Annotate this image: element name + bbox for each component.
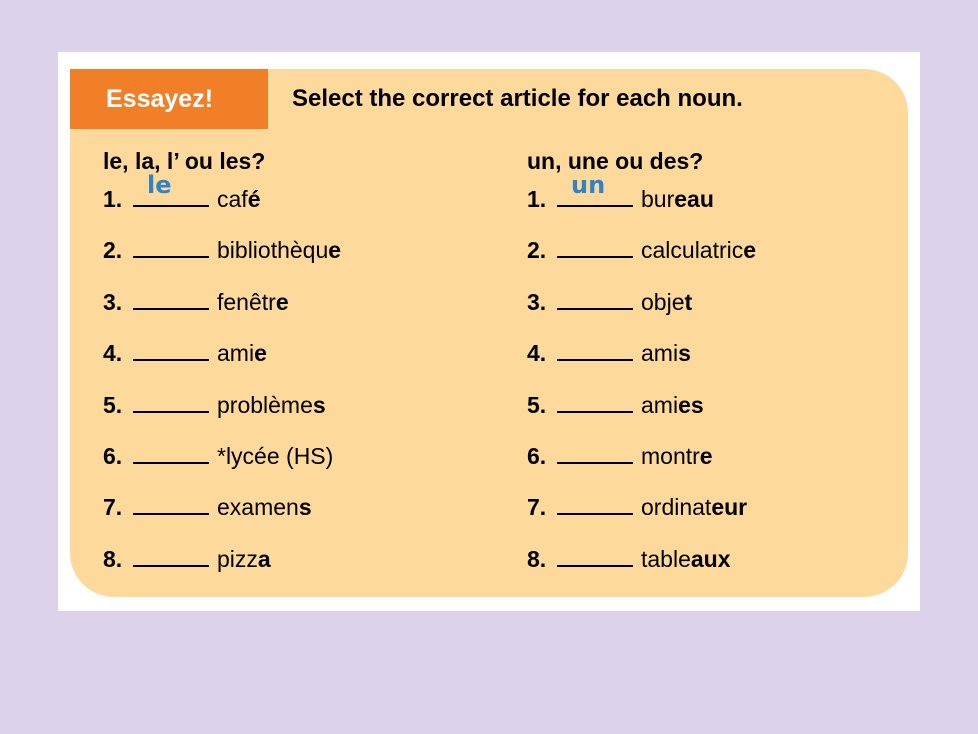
- noun-ending: e: [328, 237, 342, 264]
- noun-stem: fenêtr: [217, 288, 276, 315]
- exercise-item: [103, 282, 341, 333]
- item-number: 5.: [103, 391, 123, 418]
- exercise-item: [527, 333, 756, 384]
- handwritten-answer: un: [571, 171, 606, 199]
- indefinite-item-list: [527, 171, 757, 590]
- instruction-text: Select the correct article for each noun.: [292, 85, 743, 112]
- exercise-item: [103, 171, 341, 230]
- column-heading-indefinite: un, une ou des?: [527, 148, 704, 174]
- answer-blank[interactable]: [133, 442, 209, 464]
- noun: [217, 546, 271, 572]
- exercise-card: [70, 69, 908, 597]
- noun-ending: s: [678, 340, 691, 367]
- column-heading-definite: le, la, l’ ou les?: [103, 148, 266, 174]
- exercise-item: [103, 487, 341, 538]
- slide: [58, 52, 920, 611]
- noun-ending: t: [684, 288, 693, 315]
- noun: [641, 186, 714, 212]
- answer-blank[interactable]: [557, 339, 633, 361]
- item-number: 2.: [103, 237, 123, 264]
- noun-stem: calculatric: [641, 237, 744, 264]
- item-number: 6.: [527, 442, 547, 469]
- item-number: 2.: [527, 237, 547, 264]
- exercise-item: [527, 282, 756, 333]
- exercise-item: [527, 385, 756, 436]
- answer-blank[interactable]: [133, 288, 209, 310]
- noun: [641, 289, 692, 315]
- item-number: 8.: [103, 545, 123, 572]
- noun-stem: problème: [217, 391, 313, 418]
- answer-blank[interactable]: [557, 391, 633, 413]
- answer-blank[interactable]: [133, 391, 209, 413]
- definite-item-list: [103, 171, 342, 590]
- answer-blank[interactable]: [133, 171, 209, 207]
- noun: [217, 289, 289, 315]
- noun-stem: montr: [641, 442, 700, 469]
- answer-blank[interactable]: [557, 171, 633, 207]
- item-number: 6.: [103, 442, 123, 469]
- noun-stem: obje: [641, 288, 685, 315]
- noun-stem: ordinat: [641, 494, 712, 521]
- item-number: 5.: [527, 391, 547, 418]
- answer-blank[interactable]: [133, 339, 209, 361]
- noun-stem: examen: [217, 494, 299, 521]
- noun: [217, 186, 260, 212]
- noun-stem: table: [641, 545, 691, 572]
- noun: [217, 340, 267, 366]
- exercise-item: [103, 539, 341, 590]
- noun: [641, 443, 713, 469]
- noun: [217, 392, 326, 418]
- exercise-item: [527, 230, 756, 281]
- noun-stem: caf: [217, 186, 248, 212]
- noun-ending: s: [312, 391, 326, 418]
- answer-blank[interactable]: [133, 493, 209, 515]
- noun-stem: bur: [641, 186, 675, 212]
- essayez-tab: [70, 69, 268, 129]
- noun-ending: e: [254, 340, 267, 367]
- answer-blank[interactable]: [133, 236, 209, 258]
- item-number: 1.: [527, 186, 547, 212]
- noun-ending: a: [257, 545, 271, 572]
- exercise-item: [103, 230, 341, 281]
- exercise-item: [527, 539, 756, 590]
- item-number: 4.: [527, 340, 547, 367]
- noun-stem: bibliothèqu: [217, 237, 329, 264]
- item-number: 4.: [103, 340, 123, 367]
- answer-blank[interactable]: [557, 493, 633, 515]
- exercise-item: [103, 333, 341, 384]
- exercise-item: [527, 487, 756, 538]
- noun-ending: s: [298, 494, 312, 521]
- answer-blank[interactable]: [557, 288, 633, 310]
- answer-blank[interactable]: [557, 545, 633, 567]
- noun-ending: eur: [711, 494, 748, 521]
- item-number: 3.: [527, 288, 547, 315]
- noun-stem: ami: [641, 340, 679, 367]
- answer-blank[interactable]: [133, 545, 209, 567]
- noun: [641, 237, 756, 263]
- noun: [217, 494, 312, 520]
- noun: [217, 443, 333, 469]
- tab-label: Essayez!: [106, 84, 214, 113]
- item-number: 3.: [103, 288, 123, 315]
- noun: [217, 237, 341, 263]
- noun: [641, 546, 731, 572]
- exercise-item: [527, 171, 756, 230]
- item-number: 1.: [103, 186, 123, 212]
- noun-stem: *lycée (HS): [217, 442, 334, 469]
- noun: [641, 392, 704, 418]
- noun-ending: aux: [690, 545, 731, 572]
- noun: [641, 494, 747, 520]
- indefinite-article-column: [527, 143, 756, 590]
- noun: [641, 340, 691, 366]
- answer-blank[interactable]: [557, 236, 633, 258]
- exercise-item: [103, 436, 341, 487]
- noun-ending: es: [678, 391, 704, 418]
- item-number: 8.: [527, 545, 547, 572]
- noun-ending: e: [743, 237, 757, 264]
- noun-stem: ami: [641, 391, 679, 418]
- definite-article-column: [103, 143, 341, 590]
- answer-blank[interactable]: [557, 442, 633, 464]
- exercise-item: [527, 436, 756, 487]
- noun-stem: ami: [217, 340, 255, 367]
- item-number: 7.: [103, 494, 123, 521]
- noun-ending: e: [699, 442, 713, 469]
- noun-stem: pizz: [217, 545, 258, 572]
- noun-ending: é: [247, 186, 261, 212]
- item-number: 7.: [527, 494, 547, 521]
- noun-ending: eau: [674, 186, 714, 212]
- noun-ending: e: [275, 288, 289, 315]
- handwritten-answer: le: [147, 171, 172, 199]
- exercise-item: [103, 385, 341, 436]
